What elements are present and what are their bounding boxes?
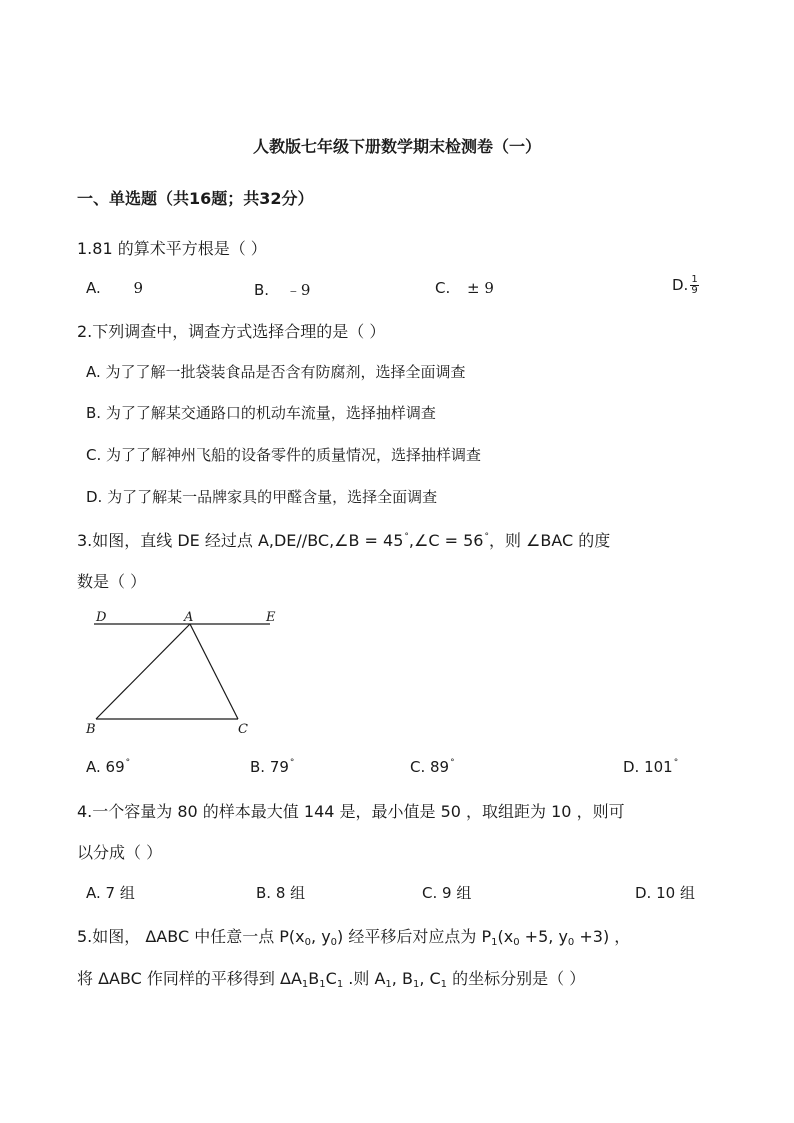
q3-option-d-text: D. 101 <box>623 758 673 776</box>
degree-mark: ° <box>125 758 131 768</box>
q1-option-d <box>672 275 699 296</box>
q1-option-a-value: 9 <box>133 279 144 297</box>
subscript: 1 <box>301 979 309 990</box>
subscript: 0 <box>330 937 338 948</box>
label-a: A <box>184 610 194 625</box>
subscript: 1 <box>319 979 326 990</box>
q1-stem: 1.81 的算术平方根是（ ） <box>77 239 267 258</box>
q1-option-b <box>254 279 310 300</box>
q5-text: , C <box>419 969 441 988</box>
label-c: C <box>238 722 248 737</box>
q1-option-d-fraction <box>690 275 698 296</box>
q1-option-d-denominator: 9 <box>691 285 698 296</box>
q2-option-d: D. 为了了解某一品牌家具的甲醛含量，选择全面调查 <box>86 488 438 506</box>
q5-text: +3) ， <box>574 927 631 946</box>
q5-stem-line2 <box>77 966 585 990</box>
q1-option-c-value: ± 9 <box>467 279 494 297</box>
q3-option-c-text: C. 89 <box>410 758 450 776</box>
q5-stem-line1 <box>77 924 630 948</box>
subscript: 0 <box>513 937 520 948</box>
q3-option-d <box>623 758 678 776</box>
q1-option-d-label: D. <box>672 276 689 294</box>
subscript: 1 <box>336 979 344 990</box>
q5-text: ) 经平移后对应点为 P <box>337 927 492 946</box>
q4-option-a: A. 7 组 <box>86 884 135 902</box>
segment-ab <box>96 624 190 719</box>
degree-mark: ° <box>450 758 455 768</box>
section-heading: 一、单选题（共16题；共32分） <box>77 189 314 208</box>
q2-option-a: A. 为了了解一批袋装食品是否含有防腐剂，选择全面调查 <box>86 363 466 381</box>
q4-stem-line2: 以分成（ ） <box>77 843 163 862</box>
label-d: D <box>96 610 107 625</box>
q3-stem <box>77 528 610 551</box>
subscript: 1 <box>491 937 498 948</box>
q5-text: .则 A <box>343 969 386 988</box>
q1-option-b-label: B. <box>254 281 270 299</box>
subscript: 0 <box>304 937 312 948</box>
q1-option-a <box>86 279 143 297</box>
q5-text: (x <box>497 927 514 946</box>
subscript: 0 <box>567 937 575 948</box>
q4-option-d: D. 10 组 <box>635 884 695 902</box>
degree-mark: ° <box>289 758 295 768</box>
page-title: 人教版七年级下册数学期末检测卷（一） <box>252 137 541 156</box>
q5-text: , B <box>391 969 413 988</box>
subscript: 1 <box>412 979 420 990</box>
q5-text: +5, y <box>519 927 568 946</box>
q1-option-c <box>435 279 494 297</box>
q3-stem-part1: 3.如图，直线 DE 经过点 A,DE//BC,∠B = 45 <box>77 531 404 550</box>
q3-option-b-text: B. 79 <box>250 758 289 776</box>
subscript: 1 <box>440 979 448 990</box>
q5-text: 将 ΔABC 作同样的平移得到 ΔA <box>77 969 302 988</box>
q4-option-c: C. 9 组 <box>422 884 472 902</box>
q3-option-a-text: A. 69 <box>86 758 125 776</box>
q1-option-b-value: ﹣9 <box>285 281 311 299</box>
degree-mark: ° <box>673 758 679 768</box>
segment-ac <box>190 624 238 719</box>
q3-option-c <box>410 758 455 776</box>
q2-option-c: C. 为了了解神州飞船的设备零件的质量情况，选择抽样调查 <box>86 446 482 464</box>
q3-option-b <box>250 758 294 776</box>
q5-text: C <box>325 969 337 988</box>
q3-option-a <box>86 758 130 776</box>
q4-option-b: B. 8 组 <box>256 884 306 902</box>
subscript: 1 <box>385 979 392 990</box>
label-b: B <box>86 722 96 737</box>
q1-option-c-label: C. <box>435 279 451 297</box>
q2-option-b: B. 为了了解某交通路口的机动车流量，选择抽样调查 <box>86 404 436 422</box>
q1-option-a-label: A. <box>86 279 101 297</box>
q3-triangle-figure <box>80 602 290 738</box>
label-e: E <box>266 610 276 625</box>
q3-stem-part2: ,∠C = 56 <box>408 531 484 550</box>
q5-text: , y <box>311 927 331 946</box>
q5-text: B <box>308 969 320 988</box>
q5-text: 的坐标分别是（ ） <box>447 969 586 988</box>
q5-text: 5.如图， ΔABC 中任意一点 P(x <box>77 927 305 946</box>
q4-stem-line1: 4.一个容量为 80 的样本最大值 144 是，最小值是 50 ，取组距为 10 ，则可 <box>77 802 625 821</box>
degree-mark: ° <box>484 532 489 542</box>
q2-stem: 2.下列调查中，调查方式选择合理的是（ ） <box>77 322 386 341</box>
q3-stem-line2: 数是（ ） <box>77 572 147 591</box>
q1-option-d-numerator: 1 <box>691 274 698 285</box>
q3-stem-part3: ，则 ∠BAC 的度 <box>488 531 611 550</box>
degree-mark: ° <box>404 532 409 542</box>
